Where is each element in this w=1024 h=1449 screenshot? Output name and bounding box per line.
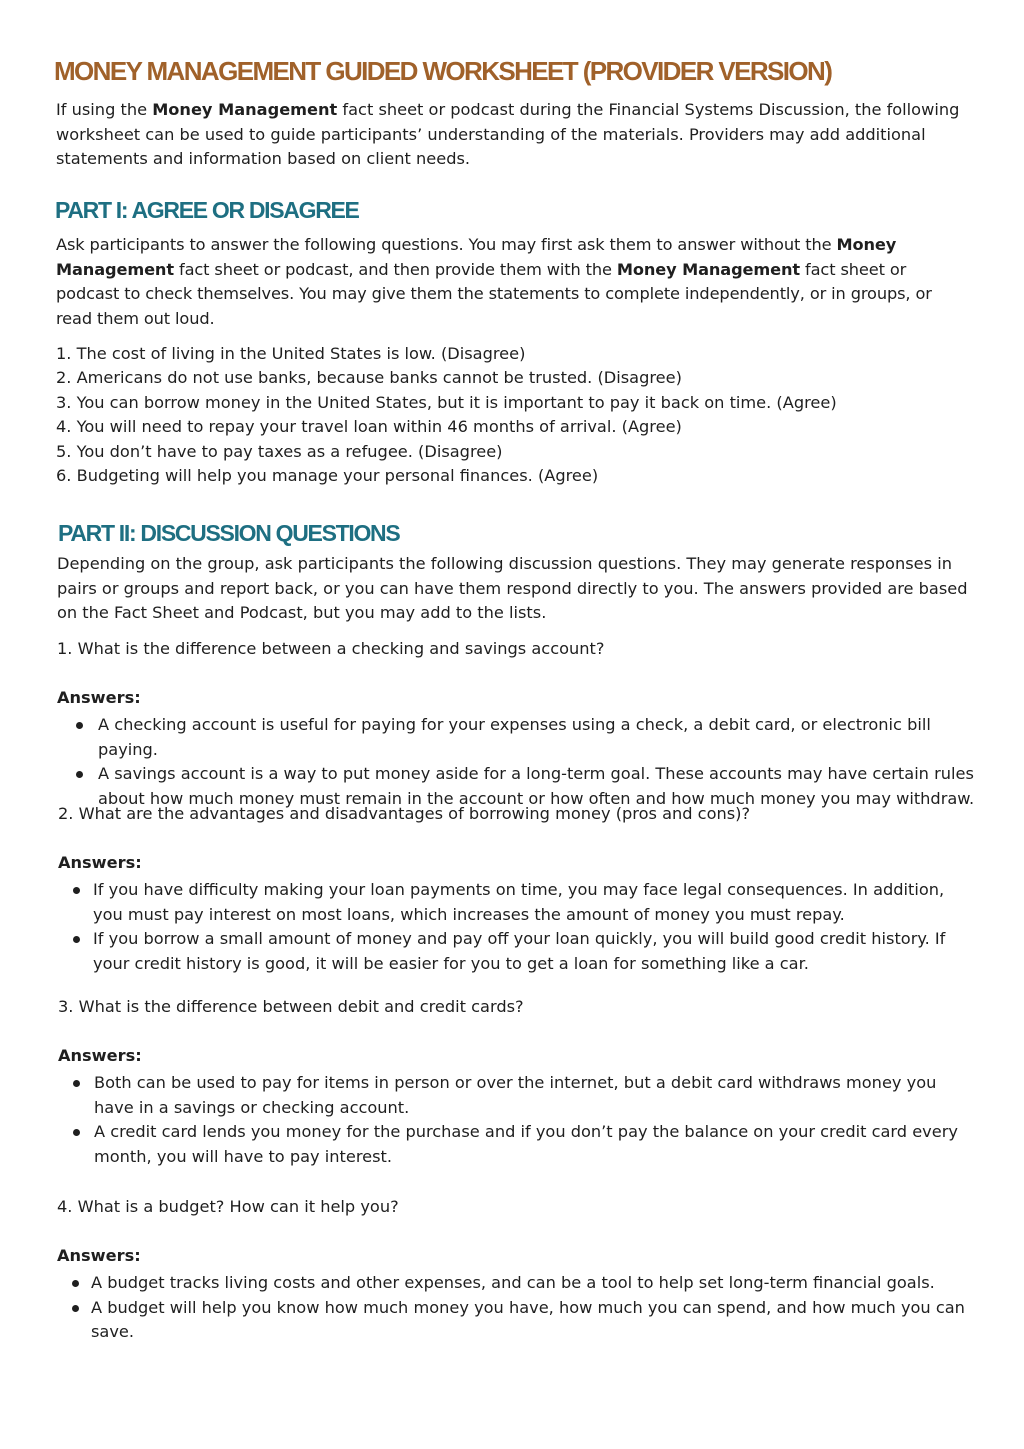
bullet-icon	[72, 1280, 79, 1287]
part1-paragraph	[56, 233, 971, 331]
statement-item: 1. The cost of living in the United States is low. (Disagree)	[56, 344, 526, 363]
answer-text: A budget tracks living costs and other expenses, and can be a tool to help set long-term financial goals.	[91, 1273, 935, 1292]
statement-item: 5. You don’t have to pay taxes as a refugee. (Disagree)	[56, 442, 503, 461]
bullet-icon	[73, 1129, 80, 1136]
bullet-icon	[73, 936, 80, 943]
bullet-icon	[76, 722, 83, 729]
answer-item	[93, 878, 978, 927]
answer-text: A credit card lends you money for the purchase and if you don’t pay the balance on your credit card every month, you will have to pay interest.	[94, 1122, 958, 1166]
answer-text: Both can be used to pay for items in person or over the internet, but a debit card withdraws money you have in a savings or checking account.	[94, 1073, 937, 1117]
statement-item: 6. Budgeting will help you manage your personal finances. (Agree)	[56, 466, 599, 485]
bullet-icon	[76, 771, 83, 778]
question-2: 2. What are the advantages and disadvantages of borrowing money (pros and cons)?	[58, 804, 751, 823]
answer-item	[91, 1271, 966, 1296]
statement-item: 3. You can borrow money in the United States, but it is important to pay it back on time. (Agree)	[56, 393, 837, 412]
intro-paragraph	[56, 98, 971, 172]
answers-label: Answers:	[57, 688, 141, 707]
statement-item: 2. Americans do not use banks, because banks cannot be trusted. (Disagree)	[56, 368, 682, 387]
question-4: 4. What is a budget? How can it help you?	[57, 1197, 399, 1216]
answers-label: Answers:	[57, 1246, 141, 1265]
answer-item	[91, 1296, 966, 1345]
answer-text: A savings account is a way to put money aside for a long-term goal. These accounts may have certain rules about how much money must remain in the account or how often and how much money you may withdraw.	[98, 764, 975, 808]
answers-list	[98, 713, 978, 811]
answers-label: Answers:	[58, 1046, 142, 1065]
bullet-icon	[72, 1305, 79, 1312]
answer-item	[98, 713, 978, 762]
bullet-icon	[73, 887, 80, 894]
answers-list	[93, 878, 978, 976]
part2-paragraph: Depending on the group, ask participants the following discussion questions. They may generate responses in pairs or groups and report back, or you can have them respond directly to you. The answers provided are based on the Fact Sheet and Podcast, but you may add to the lists.	[57, 554, 968, 623]
part1-text-3: fact sheet or podcast to check themselves. You may give them the statements to complete independently, or in groups, or read them out loud.	[56, 259, 932, 328]
part1-heading: PART I: AGREE OR DISAGREE	[55, 197, 359, 223]
intro-bold: Money Management	[152, 100, 338, 119]
bullet-icon	[73, 1080, 80, 1087]
statement-item: 4. You will need to repay your travel loan within 46 months of arrival. (Agree)	[56, 417, 682, 436]
question-3: 3. What is the difference between debit and credit cards?	[58, 997, 524, 1016]
part1-text-1: Ask participants to answer the following questions. You may first ask them to answer without the	[56, 235, 837, 254]
part1-bold-2: Money Management	[616, 259, 801, 279]
answer-text: If you borrow a small amount of money and pay off your loan quickly, you will build good credit history. If your credit history is good, it will be easier for you to get a loan for something like a car.	[93, 929, 946, 973]
answer-item	[94, 1120, 974, 1169]
answers-list	[91, 1271, 966, 1345]
answer-item	[93, 927, 978, 976]
answer-text: A checking account is useful for paying for your expenses using a check, a debit card, or electronic bill paying.	[98, 715, 931, 759]
intro-text-post: fact sheet or podcast during the Financial Systems Discussion, the following worksheet can be used to guide participants’ understanding of the materials. Providers may add additional statements and information based on client needs.	[56, 100, 960, 169]
part1-bold-1: Money Management	[56, 235, 897, 279]
answers-list	[94, 1071, 974, 1169]
part1-text-2: fact sheet or podcast, and then provide them with the	[173, 259, 617, 279]
intro-text-pre: If using the	[56, 100, 153, 119]
answers-label: Answers:	[58, 853, 142, 872]
part2-heading: PART II: DISCUSSION QUESTIONS	[58, 520, 400, 546]
question-1: 1. What is the difference between a checking and savings account?	[57, 639, 605, 658]
answer-text: If you have difficulty making your loan payments on time, you may face legal consequences. In addition, you must pay interest on most loans, which increases the amount of money you must repay.	[93, 880, 945, 924]
page-title: MONEY MANAGEMENT GUIDED WORKSHEET (PROVIDER VERSION)	[54, 56, 832, 86]
answer-text: A budget will help you know how much money you have, how much you can spend, and how much you can save.	[91, 1297, 965, 1342]
answer-item	[94, 1071, 974, 1120]
